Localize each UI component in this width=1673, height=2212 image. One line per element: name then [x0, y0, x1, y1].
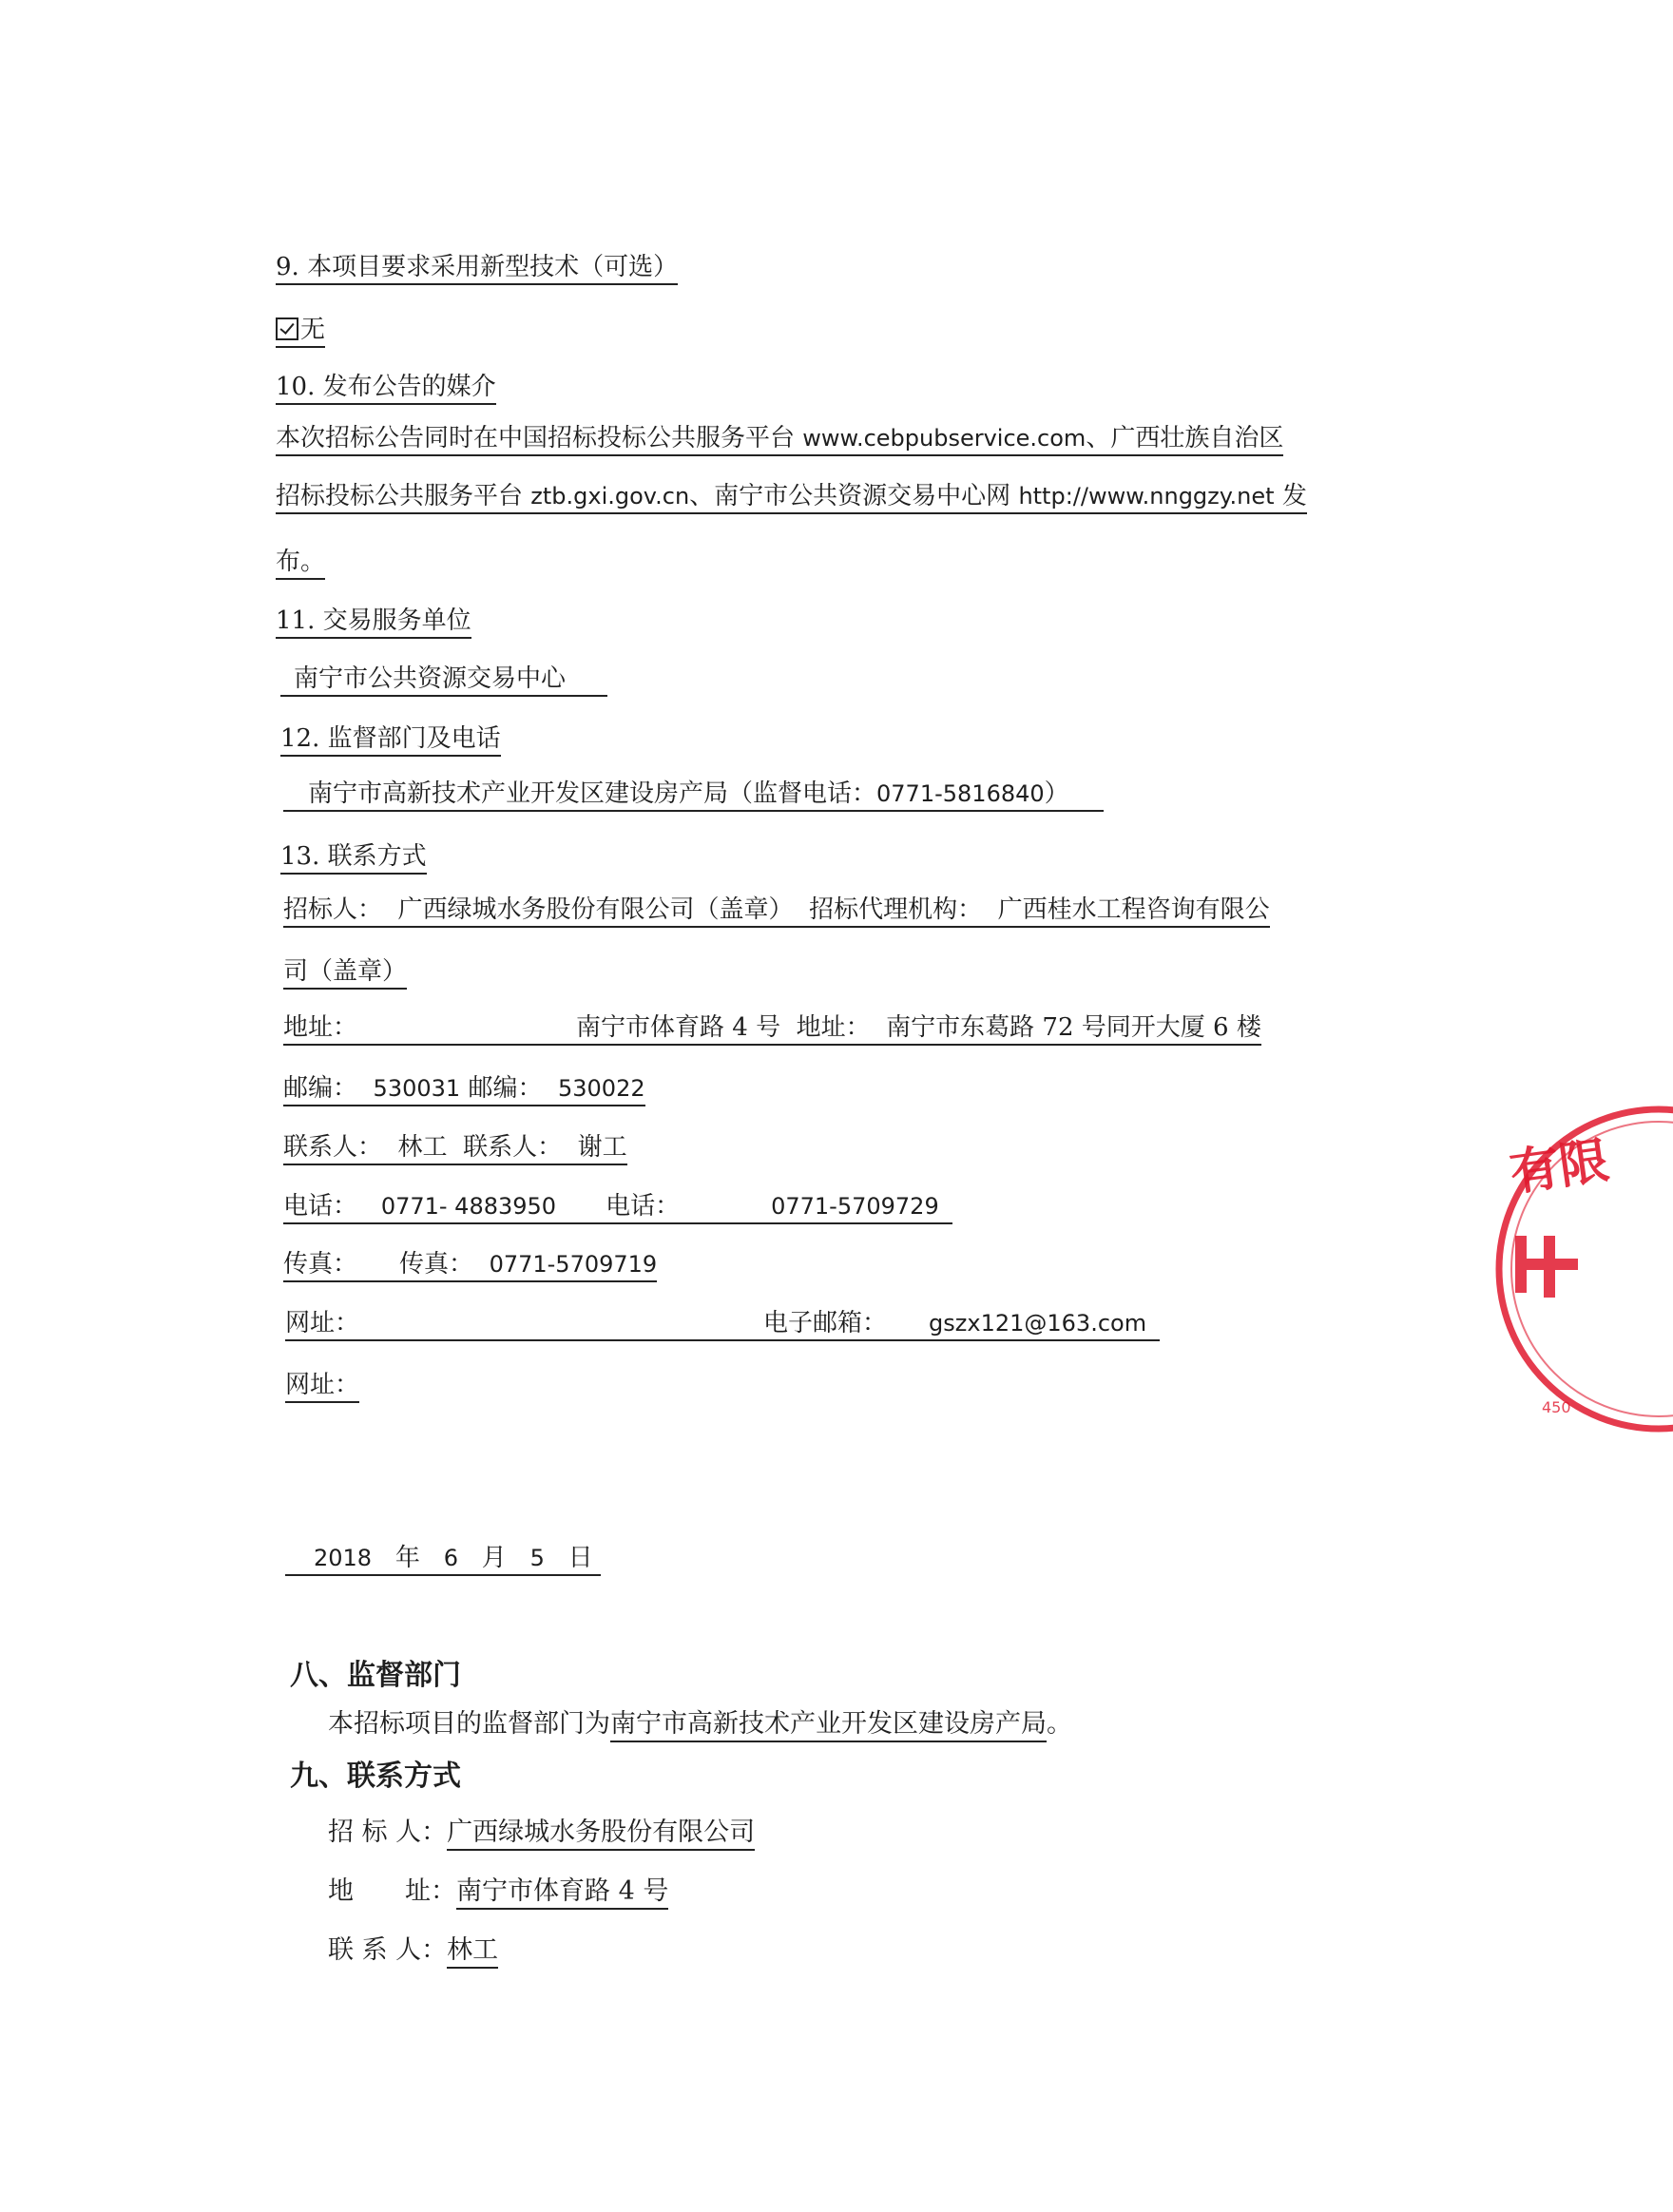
- sec9-address-row: 地 址：南宁市体育路 4 号: [328, 1875, 668, 1909]
- s9-title: 9. 本项目要求采用新型技术（可选）: [276, 251, 678, 283]
- s12-value: 南宁市高新技术产业开发区建设房产局（监督电话：0771-5816840）: [283, 778, 1104, 810]
- s10-line1: 本次招标公告同时在中国招标投标公共服务平台 www.cebpubservice.com、广西壮族自治区: [276, 422, 1283, 454]
- s11-value: 南宁市公共资源交易中心: [280, 663, 607, 695]
- s12-title: 12. 监督部门及电话: [280, 722, 501, 755]
- sec8-title: 八、监督部门: [290, 1659, 461, 1692]
- s10-line2: 招标投标公共服务平台 ztb.gxi.gov.cn、南宁市公共资源交易中心网 http://www.nnggzy.net 发: [276, 480, 1307, 512]
- s13-title: 13. 联系方式: [280, 840, 427, 873]
- s13-address-row: 地址： 南宁市体育路 4 号 地址： 南宁市东葛路 72 号同开大厦 6 楼: [283, 1011, 1261, 1044]
- checkbox-checked-icon: [276, 317, 298, 340]
- s10-title: 10. 发布公告的媒介: [276, 371, 496, 403]
- seal-star-mark: [1521, 1236, 1578, 1298]
- s13-row2: 司（盖章）: [283, 955, 407, 988]
- sec9-contact-row: 联 系 人：林工: [328, 1933, 498, 1968]
- s13-zip-row: 邮编： 530031 邮编： 530022: [283, 1072, 645, 1105]
- s13-contact-row: 联系人： 林工 联系人： 谢工: [283, 1131, 627, 1164]
- sec9-tender-row: 招 标 人：广西绿城水务股份有限公司: [328, 1816, 755, 1850]
- company-seal-stamp: [1483, 1093, 1673, 1445]
- date-line: 2018 年 6 月 5 日: [285, 1542, 601, 1574]
- seal-serial: 450: [1542, 1398, 1571, 1416]
- s13-web2-row: 网址：: [285, 1369, 359, 1401]
- s13-web-row: 网址： 电子邮箱： gszx121@163.com: [285, 1307, 1160, 1339]
- s11-title: 11. 交易服务单位: [276, 605, 471, 637]
- sec8-text: 本招标项目的监督部门为南宁市高新技术产业开发区建设房产局。: [328, 1707, 1072, 1741]
- s13-phone-row: 电话： 0771- 4883950 电话： 0771-5709729: [283, 1190, 952, 1222]
- s10-line3: 布。: [276, 546, 325, 578]
- s13-row1: 招标人： 广西绿城水务股份有限公司（盖章） 招标代理机构： 广西桂水工程咨询有限公: [283, 894, 1270, 926]
- sec9-title: 九、联系方式: [290, 1760, 461, 1793]
- s9-option[interactable]: 无: [276, 314, 325, 346]
- seal-text: 有限: [1506, 1131, 1613, 1202]
- s13-fax-row: 传真： 传真： 0771-5709719: [283, 1248, 657, 1280]
